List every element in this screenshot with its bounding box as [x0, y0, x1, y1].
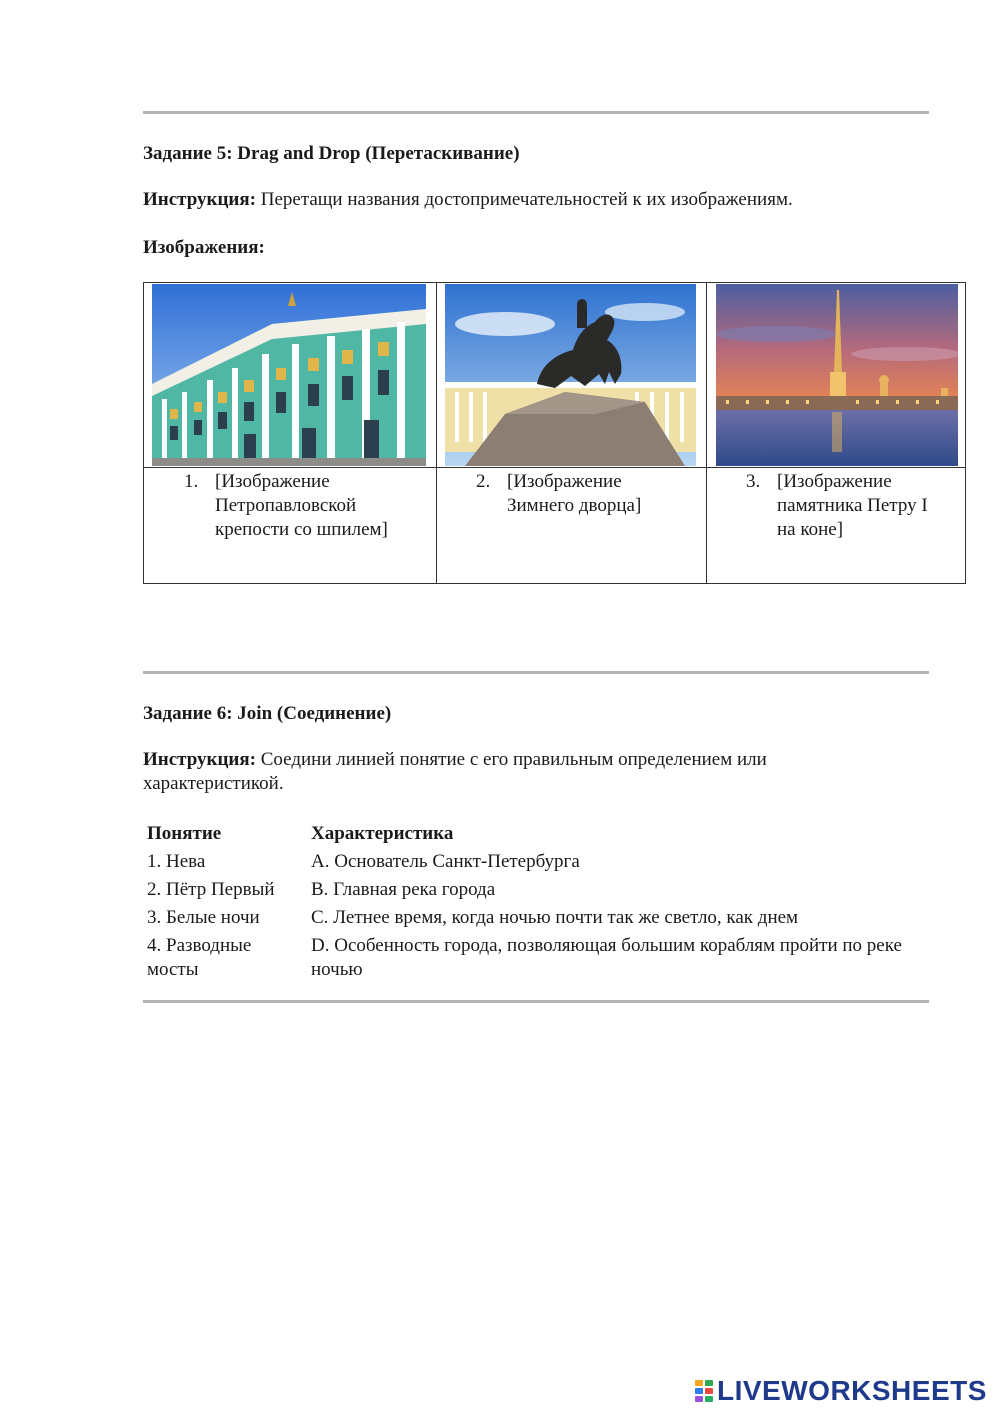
feature-item[interactable]: C. Летнее время, когда ночью почти так же светло, как днем — [311, 907, 799, 928]
task5-title: Задание 5: Drag and Drop (Перетаскивание) — [143, 143, 520, 164]
feature-item[interactable]: D. Особенность города, позволяющая большим кораблям пройти по реке ночью — [311, 935, 902, 980]
instruction-label: Инструкция: — [143, 749, 256, 770]
instruction-text: Перетащи названия достопримечательностей к их изображениям. — [256, 189, 793, 210]
section-divider-top — [143, 111, 929, 114]
instruction-label: Инструкция: — [143, 189, 256, 210]
feature-item[interactable]: A. Основатель Санкт-Петербурга — [311, 851, 580, 872]
peter-paul-fortress-image — [716, 284, 958, 466]
concept-header: Понятие — [147, 823, 222, 844]
images-label: Изображения: — [143, 237, 265, 258]
concept-item[interactable]: 4. Разводные мосты — [147, 935, 252, 980]
logo-tiles-icon — [694, 1379, 714, 1403]
task6-instruction — [143, 748, 767, 772]
caption-text: [Изображение Петропавловской крепости со шпилем] — [215, 471, 388, 540]
caption-number: 2. — [476, 471, 491, 492]
feature-item[interactable]: B. Главная река города — [311, 879, 496, 900]
instruction-text: Соедини линией понятие с его правильным определением или — [256, 749, 767, 770]
caption-text: [Изображение Зимнего дворца] — [507, 471, 642, 516]
section-divider-middle — [143, 671, 929, 674]
caption-number: 1. — [184, 471, 199, 492]
concept-item[interactable]: 3. Белые ночи — [147, 907, 260, 928]
images-table — [143, 282, 966, 584]
task5-instruction — [143, 188, 793, 212]
caption-text: [Изображение памятника Петру I на коне] — [777, 471, 928, 540]
concept-item[interactable]: 2. Пётр Первый — [147, 879, 275, 900]
task6-title: Задание 6: Join (Соединение) — [143, 703, 392, 724]
task6-instruction-continued: характеристикой. — [143, 773, 284, 794]
liveworksheets-logo — [694, 1377, 987, 1405]
logo-wordmark: LIVEWORKSHEETS — [717, 1375, 987, 1406]
bronze-horseman-image — [445, 284, 696, 466]
section-divider-bottom — [143, 1000, 929, 1003]
concept-item[interactable]: 1. Нева — [147, 851, 206, 872]
winter-palace-image — [152, 284, 426, 466]
caption-number: 3. — [746, 471, 761, 492]
feature-header: Характеристика — [311, 823, 454, 844]
